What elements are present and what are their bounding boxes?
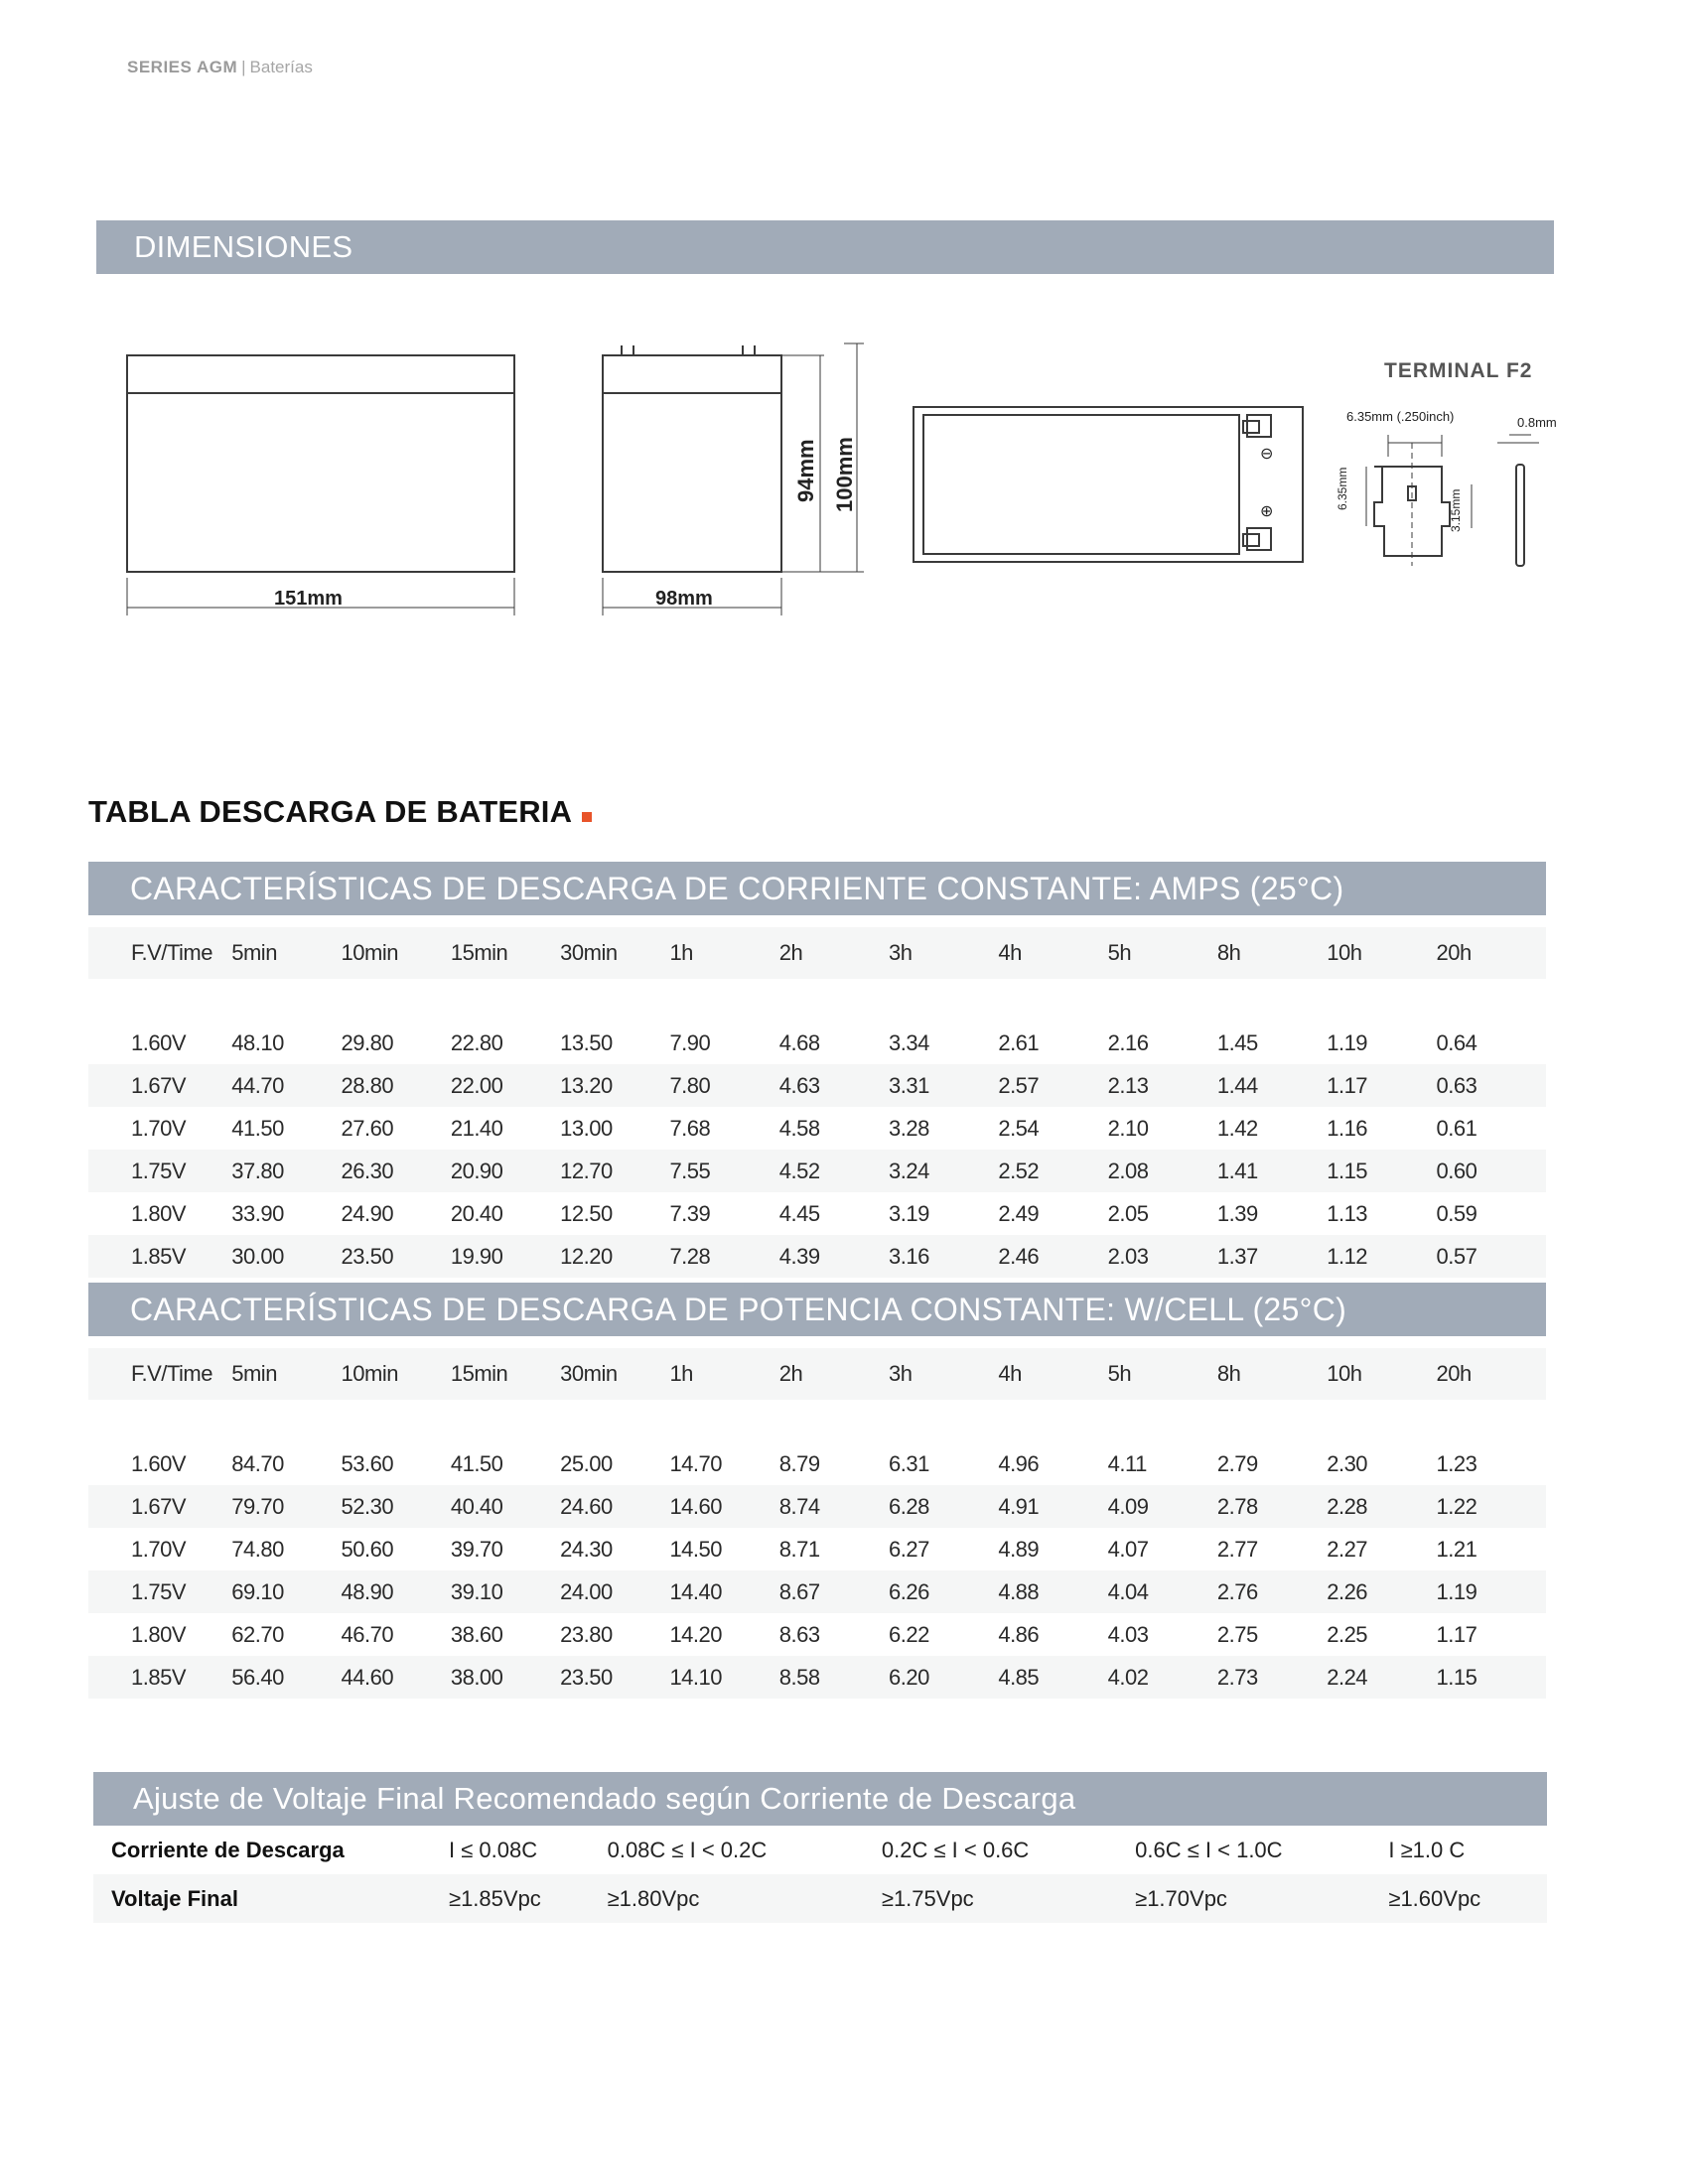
amps-bar: [88, 862, 1546, 915]
amps-value-cell: 4.39: [778, 1243, 820, 1269]
amps-header-cell: 10h: [1327, 940, 1362, 965]
amps-value-cell: 2.10: [1107, 1115, 1149, 1141]
final-voltage-table: [93, 1826, 1547, 1923]
amps-value-cell: 13.50: [560, 1029, 613, 1055]
amps-value-cell: 3.16: [889, 1243, 929, 1269]
watts-value-cell: 2.26: [1327, 1578, 1368, 1604]
amps-value-cell: 3.24: [889, 1158, 929, 1183]
amps-voltage-cell: 1.67V: [131, 1072, 186, 1098]
accent-square: [582, 812, 592, 822]
amps-value-cell: 7.39: [669, 1200, 711, 1226]
amps-header-cell: 2h: [778, 940, 803, 965]
amps-voltage-cell: 1.80V: [131, 1200, 186, 1226]
amps-value-cell: 4.45: [778, 1200, 820, 1226]
amps-value-cell: 0.61: [1436, 1115, 1477, 1141]
current-cell: I ≥1.0 C: [1388, 1837, 1466, 1862]
watts-value-cell: 14.70: [669, 1450, 722, 1476]
amps-value-cell: 3.34: [889, 1029, 929, 1055]
amps-table-row: [88, 1150, 1546, 1192]
watts-table-row: [88, 1442, 1546, 1485]
amps-table-row: [88, 1192, 1546, 1235]
amps-value-cell: 37.80: [231, 1158, 284, 1183]
watts-value-cell: 2.75: [1216, 1621, 1258, 1647]
current-row: [93, 1826, 1547, 1874]
amps-header-cell: 30min: [560, 940, 618, 965]
amps-value-cell: 4.68: [778, 1029, 820, 1055]
amps-table-row: [88, 1064, 1546, 1107]
watts-header-cell: 5h: [1107, 1361, 1132, 1386]
watts-value-cell: 1.19: [1436, 1578, 1477, 1604]
watts-value-cell: 39.70: [450, 1536, 503, 1562]
watts-voltage-cell: 1.80V: [131, 1621, 186, 1647]
amps-header-row: [88, 927, 1546, 979]
watts-header-cell: 8h: [1216, 1361, 1241, 1386]
positive-terminal-icon: ⊕: [1260, 503, 1274, 520]
amps-value-cell: 7.90: [669, 1029, 711, 1055]
watts-value-cell: 8.67: [778, 1578, 820, 1604]
amps-voltage-cell: 1.70V: [131, 1115, 186, 1141]
amps-value-cell: 0.64: [1436, 1029, 1477, 1055]
watts-header-cell: 20h: [1436, 1361, 1472, 1386]
watts-header-cell: 15min: [450, 1361, 508, 1386]
watts-value-cell: 4.86: [998, 1621, 1040, 1647]
watts-value-cell: 2.73: [1216, 1664, 1258, 1690]
watts-spacer-row: [88, 1400, 1546, 1442]
watts-value-cell: 8.63: [778, 1621, 820, 1647]
watts-value-cell: 2.77: [1216, 1536, 1258, 1562]
watts-value-cell: 1.23: [1436, 1450, 1477, 1476]
watts-value-cell: 4.03: [1107, 1621, 1149, 1647]
watts-header-cell: 30min: [560, 1361, 618, 1386]
amps-value-cell: 41.50: [231, 1115, 284, 1141]
watts-value-cell: 23.80: [560, 1621, 613, 1647]
amps-value-cell: 1.16: [1327, 1115, 1368, 1141]
amps-value-cell: 7.55: [669, 1158, 711, 1183]
amps-value-cell: 29.80: [341, 1029, 394, 1055]
watts-value-cell: 8.71: [778, 1536, 820, 1562]
watts-value-cell: 6.28: [889, 1493, 929, 1519]
dimensions-bar: [96, 220, 1554, 274]
watts-header-cell: F.V/Time: [131, 1361, 212, 1386]
watts-value-cell: 6.27: [889, 1536, 929, 1562]
amps-value-cell: 27.60: [341, 1115, 394, 1141]
amps-header-cell: F.V/Time: [131, 940, 212, 965]
watts-value-cell: 6.31: [889, 1450, 929, 1476]
terminal-thickness-label: 0.8mm: [1517, 415, 1557, 430]
amps-value-cell: 4.63: [778, 1072, 820, 1098]
amps-header-cell: 5h: [1107, 940, 1132, 965]
watts-value-cell: 14.40: [669, 1578, 722, 1604]
amps-title: CARACTERÍSTICAS DE DESCARGA DE CORRIENTE CONSTANTE: AMPS (25°C): [130, 870, 1344, 906]
amps-value-cell: 2.08: [1107, 1158, 1149, 1183]
watts-value-cell: 4.07: [1107, 1536, 1149, 1562]
amps-value-cell: 0.57: [1436, 1243, 1477, 1269]
watts-spacer-cell: [88, 1400, 1546, 1442]
amps-table: [88, 927, 1546, 1278]
watts-value-cell: 4.04: [1107, 1578, 1149, 1604]
watts-value-cell: 52.30: [341, 1493, 394, 1519]
amps-value-cell: 13.00: [560, 1115, 613, 1141]
watts-value-cell: 24.30: [560, 1536, 613, 1562]
watts-value-cell: 46.70: [341, 1621, 394, 1647]
voltage-cell: ≥1.60Vpc: [1388, 1885, 1481, 1911]
watts-value-cell: 84.70: [231, 1450, 284, 1476]
amps-value-cell: 33.90: [231, 1200, 284, 1226]
watts-value-cell: 38.60: [450, 1621, 503, 1647]
watts-value-cell: 2.28: [1327, 1493, 1368, 1519]
amps-value-cell: 12.50: [560, 1200, 613, 1226]
watts-value-cell: 74.80: [231, 1536, 284, 1562]
amps-header-cell: 20h: [1436, 940, 1472, 965]
amps-value-cell: 3.28: [889, 1115, 929, 1141]
final-voltage-title: Ajuste de Voltaje Final Recomendado según Corriente de Descarga: [133, 1781, 1076, 1816]
watts-value-cell: 4.88: [998, 1578, 1040, 1604]
watts-header-cell: 10h: [1327, 1361, 1362, 1386]
watts-value-cell: 1.21: [1436, 1536, 1477, 1562]
amps-value-cell: 2.49: [998, 1200, 1040, 1226]
amps-value-cell: 13.20: [560, 1072, 613, 1098]
watts-value-cell: 14.60: [669, 1493, 722, 1519]
amps-value-cell: 1.44: [1216, 1072, 1258, 1098]
watts-value-cell: 6.22: [889, 1621, 929, 1647]
watts-value-cell: 56.40: [231, 1664, 284, 1690]
amps-value-cell: 1.42: [1216, 1115, 1258, 1141]
amps-value-cell: 1.12: [1327, 1243, 1368, 1269]
total-height-label: 100mm: [832, 437, 857, 512]
amps-value-cell: 21.40: [450, 1115, 503, 1141]
final-voltage-bar: [93, 1772, 1547, 1826]
amps-value-cell: 4.58: [778, 1115, 820, 1141]
amps-value-cell: 0.59: [1436, 1200, 1477, 1226]
header-separator: |: [241, 58, 246, 76]
negative-terminal-icon: ⊖: [1260, 446, 1274, 463]
amps-value-cell: 2.05: [1107, 1200, 1149, 1226]
watts-value-cell: 38.00: [450, 1664, 503, 1690]
amps-value-cell: 2.54: [998, 1115, 1040, 1141]
watts-value-cell: 24.00: [560, 1578, 613, 1604]
voltage-cell: ≥1.80Vpc: [607, 1885, 700, 1911]
amps-value-cell: 1.19: [1327, 1029, 1368, 1055]
terminal-title: TERMINAL F2: [1384, 359, 1533, 382]
amps-value-cell: 1.15: [1327, 1158, 1368, 1183]
watts-voltage-cell: 1.85V: [131, 1664, 186, 1690]
amps-value-cell: 1.39: [1216, 1200, 1258, 1226]
amps-value-cell: 1.13: [1327, 1200, 1368, 1226]
amps-value-cell: 2.16: [1107, 1029, 1149, 1055]
watts-table-row: [88, 1528, 1546, 1570]
page-header: [127, 58, 313, 77]
amps-value-cell: 2.52: [998, 1158, 1040, 1183]
amps-header-cell: 10min: [341, 940, 398, 965]
case-height-label: 94mm: [793, 439, 818, 502]
watts-value-cell: 4.89: [998, 1536, 1040, 1562]
watts-value-cell: 44.60: [341, 1664, 394, 1690]
amps-value-cell: 2.61: [998, 1029, 1040, 1055]
amps-voltage-cell: 1.85V: [131, 1243, 186, 1269]
voltage-label: Voltaje Final: [111, 1885, 238, 1911]
amps-value-cell: 26.30: [341, 1158, 394, 1183]
width-label: 98mm: [655, 588, 713, 610]
amps-value-cell: 22.00: [450, 1072, 503, 1098]
current-cell: 0.6C ≤ I < 1.0C: [1135, 1837, 1283, 1862]
watts-value-cell: 1.17: [1436, 1621, 1477, 1647]
amps-value-cell: 1.45: [1216, 1029, 1258, 1055]
amps-table-row: [88, 1022, 1546, 1064]
terminal-width-label: 6.35mm (.250inch): [1346, 409, 1455, 424]
watts-value-cell: 62.70: [231, 1621, 284, 1647]
amps-voltage-cell: 1.75V: [131, 1158, 186, 1183]
watts-value-cell: 2.76: [1216, 1578, 1258, 1604]
watts-value-cell: 48.90: [341, 1578, 394, 1604]
amps-value-cell: 2.57: [998, 1072, 1040, 1098]
amps-value-cell: 30.00: [231, 1243, 284, 1269]
watts-value-cell: 2.25: [1327, 1621, 1368, 1647]
watts-body: [88, 1400, 1546, 1699]
voltage-cell: ≥1.75Vpc: [881, 1885, 974, 1911]
amps-value-cell: 7.80: [669, 1072, 711, 1098]
watts-value-cell: 2.30: [1327, 1450, 1368, 1476]
amps-header-cell: 3h: [889, 940, 913, 965]
watts-value-cell: 4.96: [998, 1450, 1040, 1476]
amps-value-cell: 28.80: [341, 1072, 394, 1098]
amps-value-cell: 2.46: [998, 1243, 1040, 1269]
current-cell: 0.08C ≤ I < 0.2C: [607, 1837, 768, 1862]
watts-value-cell: 23.50: [560, 1664, 613, 1690]
watts-value-cell: 41.50: [450, 1450, 503, 1476]
watts-value-cell: 4.09: [1107, 1493, 1149, 1519]
series-name: SERIES AGM: [127, 58, 238, 76]
amps-table-row: [88, 1235, 1546, 1278]
watts-value-cell: 2.78: [1216, 1493, 1258, 1519]
watts-voltage-cell: 1.70V: [131, 1536, 186, 1562]
amps-header-cell: 5min: [231, 940, 277, 965]
watts-value-cell: 6.26: [889, 1578, 929, 1604]
length-label: 151mm: [274, 588, 343, 610]
amps-header-cell: 4h: [998, 940, 1022, 965]
section-title: [88, 794, 592, 830]
dimension-drawings: [0, 318, 1688, 635]
watts-value-cell: 8.58: [778, 1664, 820, 1690]
watts-value-cell: 1.15: [1436, 1664, 1477, 1690]
section-title-text: TABLA DESCARGA DE BATERIA: [88, 794, 573, 829]
front-view-drawing: [127, 355, 514, 615]
watts-value-cell: 25.00: [560, 1450, 613, 1476]
amps-value-cell: 0.63: [1436, 1072, 1477, 1098]
watts-table-row: [88, 1570, 1546, 1613]
watts-value-cell: 40.40: [450, 1493, 503, 1519]
dimensions-title: DIMENSIONES: [134, 229, 353, 264]
watts-header-cell: 4h: [998, 1361, 1022, 1386]
watts-value-cell: 69.10: [231, 1578, 284, 1604]
current-label: Corriente de Descarga: [111, 1837, 345, 1862]
watts-value-cell: 14.50: [669, 1536, 722, 1562]
terminal-hole-label: 3.15mm: [1449, 488, 1463, 532]
watts-voltage-cell: 1.60V: [131, 1450, 186, 1476]
amps-header-cell: 15min: [450, 940, 508, 965]
watts-header-cell: 5min: [231, 1361, 277, 1386]
watts-value-cell: 24.60: [560, 1493, 613, 1519]
watts-bar: [88, 1283, 1546, 1336]
watts-value-cell: 4.91: [998, 1493, 1040, 1519]
watts-value-cell: 39.10: [450, 1578, 503, 1604]
amps-value-cell: 23.50: [341, 1243, 394, 1269]
watts-header-cell: 3h: [889, 1361, 913, 1386]
watts-voltage-cell: 1.75V: [131, 1578, 186, 1604]
watts-value-cell: 4.85: [998, 1664, 1040, 1690]
amps-value-cell: 12.20: [560, 1243, 613, 1269]
current-cell: I ≤ 0.08C: [449, 1837, 538, 1862]
amps-value-cell: 3.19: [889, 1200, 929, 1226]
watts-header-cell: 10min: [341, 1361, 398, 1386]
amps-value-cell: 22.80: [450, 1029, 503, 1055]
amps-body: [88, 979, 1546, 1278]
amps-table-row: [88, 1107, 1546, 1150]
watts-table: [88, 1348, 1546, 1699]
amps-header-cell: 1h: [669, 940, 693, 965]
watts-value-cell: 14.20: [669, 1621, 722, 1647]
amps-value-cell: 1.17: [1327, 1072, 1368, 1098]
amps-spacer-row: [88, 979, 1546, 1022]
current-cell: 0.2C ≤ I < 0.6C: [881, 1837, 1030, 1862]
amps-value-cell: 20.40: [450, 1200, 503, 1226]
watts-table-row: [88, 1656, 1546, 1699]
watts-header-row: [88, 1348, 1546, 1400]
amps-voltage-cell: 1.60V: [131, 1029, 186, 1055]
watts-value-cell: 50.60: [341, 1536, 394, 1562]
amps-value-cell: 3.31: [889, 1072, 929, 1098]
amps-value-cell: 24.90: [341, 1200, 394, 1226]
watts-value-cell: 2.24: [1327, 1664, 1368, 1690]
amps-value-cell: 20.90: [450, 1158, 503, 1183]
watts-header-cell: 1h: [669, 1361, 693, 1386]
amps-value-cell: 2.03: [1107, 1243, 1149, 1269]
amps-spacer-cell: [88, 979, 1546, 1022]
watts-value-cell: 2.79: [1216, 1450, 1258, 1476]
amps-value-cell: 48.10: [231, 1029, 284, 1055]
amps-value-cell: 0.60: [1436, 1158, 1477, 1183]
amps-value-cell: 19.90: [450, 1243, 503, 1269]
watts-value-cell: 8.74: [778, 1493, 820, 1519]
watts-value-cell: 4.02: [1107, 1664, 1149, 1690]
amps-value-cell: 12.70: [560, 1158, 613, 1183]
voltage-cell: ≥1.85Vpc: [449, 1885, 541, 1911]
watts-value-cell: 8.79: [778, 1450, 820, 1476]
amps-value-cell: 1.41: [1216, 1158, 1258, 1183]
watts-title: CARACTERÍSTICAS DE DESCARGA DE POTENCIA CONSTANTE: W/CELL (25°C): [130, 1291, 1347, 1327]
watts-value-cell: 14.10: [669, 1664, 722, 1690]
watts-header-cell: 2h: [778, 1361, 803, 1386]
top-view-drawing: [914, 407, 1303, 562]
watts-value-cell: 79.70: [231, 1493, 284, 1519]
watts-value-cell: 6.20: [889, 1664, 929, 1690]
side-view-drawing: [603, 343, 864, 615]
amps-value-cell: 7.68: [669, 1115, 711, 1141]
watts-table-row: [88, 1613, 1546, 1656]
watts-voltage-cell: 1.67V: [131, 1493, 186, 1519]
terminal-height-label: 6.35mm: [1336, 467, 1349, 510]
voltage-cell: ≥1.70Vpc: [1135, 1885, 1227, 1911]
amps-value-cell: 44.70: [231, 1072, 284, 1098]
category-name: Baterías: [249, 58, 313, 76]
watts-value-cell: 1.22: [1436, 1493, 1477, 1519]
amps-value-cell: 2.13: [1107, 1072, 1149, 1098]
voltage-row: [93, 1874, 1547, 1923]
watts-value-cell: 2.27: [1327, 1536, 1368, 1562]
amps-value-cell: 7.28: [669, 1243, 711, 1269]
amps-value-cell: 1.37: [1216, 1243, 1258, 1269]
amps-value-cell: 4.52: [778, 1158, 820, 1183]
watts-value-cell: 53.60: [341, 1450, 394, 1476]
amps-header-cell: 8h: [1216, 940, 1241, 965]
watts-value-cell: 4.11: [1107, 1450, 1147, 1476]
watts-table-row: [88, 1485, 1546, 1528]
